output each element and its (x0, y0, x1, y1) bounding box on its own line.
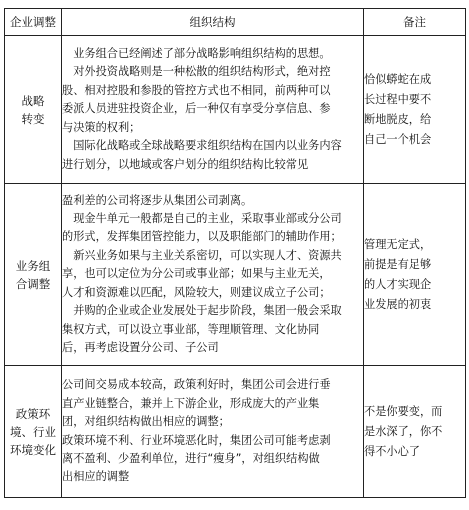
content-line: 政策环境不利、行业环境恶化时，集团公司可能考虑剥 (62, 433, 331, 447)
content-line: 的形式，发挥集团管控能力，以及职能部门的辅助作用； (62, 230, 342, 244)
category-line: 战略 (21, 93, 45, 108)
note-line: 不是你要变，而 (364, 404, 443, 418)
content-line: 国际化战略或全球战略要求组织结构在国内以业务内容 (62, 139, 342, 153)
note-line: 的人才实现企 (364, 277, 432, 291)
row-note (364, 36, 466, 184)
table-row (5, 184, 466, 366)
note-line: 是水深了，你不 (364, 424, 443, 438)
content-line: 直产业链整合，兼并上下游企业，形成庞大的产业集 (62, 396, 320, 410)
row-content (62, 184, 364, 366)
table-header-row (5, 9, 466, 36)
category-line: 环境变化 (10, 442, 56, 457)
content-line: 团，对组织结构做出相应的调整； (62, 415, 230, 429)
content-line: 并购的企业或企业发展处于起步阶段，集团一般会采取 (62, 304, 342, 318)
content-line: 对外投资战略则是一种松散的组织结构形式，绝对控 (62, 65, 331, 79)
row-content (62, 36, 364, 184)
table-row (5, 366, 466, 498)
content-line: 出相应的调整 (62, 470, 130, 484)
content-line: 业务组合已经阐述了部分战略影响组织结构的思想。 (62, 47, 331, 61)
content-line: 与决策的权利； (62, 120, 141, 134)
table-row (5, 36, 466, 184)
content-line: 享，也可以定位为分公司或事业部；如果与主业无关， (62, 267, 331, 281)
row-note (364, 366, 466, 498)
content-line: 新兴业务如果与主业关系密切，可以实现人才、资源共 (62, 248, 342, 262)
content-line: 盈利差的公司将逐步从集团公司剥离。 (62, 193, 253, 207)
category-line: 境、行业 (10, 424, 56, 439)
header-notes: 备注 (364, 9, 466, 36)
note-line: 恰似蟒蛇在成 (364, 72, 432, 86)
note-line: 前提是有足够 (364, 257, 432, 271)
note-line: 长过程中要不 (364, 92, 432, 106)
row-content (62, 366, 364, 498)
note-line: 业发展的初衷 (364, 297, 432, 311)
content-line: 现金牛单元一般都是自己的主业，采取事业部或分公司 (62, 212, 342, 226)
content-line: 离不盈利、少盈利单位，进行“瘦身”，对组织结构做 (62, 451, 320, 465)
note-line: 管理无定式， (364, 237, 432, 251)
content-line: 后，再考虑设置分公司、子公司 (62, 340, 219, 354)
content-line: 人才和资源难以匹配，风险较大，则建议成立子公司； (62, 285, 331, 299)
note-line: 自己一个机会 (364, 132, 432, 146)
content-line: 委派人员进驻投资企业，后一种仅有享受分享信息、参 (62, 102, 331, 116)
row-category (5, 366, 62, 498)
org-structure-table (4, 8, 466, 498)
category-line: 业务组 (15, 258, 51, 273)
category-line: 转变 (21, 111, 45, 126)
header-org-structure: 组织结构 (62, 9, 364, 36)
content-line: 进行划分，以地域或客户划分的组织结构比较常见 (62, 157, 309, 171)
content-line: 股、相对控股和参股的管控方式也不相同，前两种可以 (62, 83, 331, 97)
header-enterprise-adjustment: 企业调整 (5, 9, 62, 36)
row-note (364, 184, 466, 366)
row-category (5, 36, 62, 184)
content-line: 集权方式，可以设立事业部，等理顺管理、文化协同 (62, 322, 320, 336)
note-line: 得不小心了 (364, 444, 420, 458)
category-line: 政策环 (15, 406, 51, 421)
row-category (5, 184, 62, 366)
note-line: 断地脱皮，给 (364, 112, 432, 126)
category-line: 合调整 (15, 276, 51, 291)
content-line: 公司间交易成本较高，政策利好时，集团公司会进行垂 (62, 378, 331, 392)
